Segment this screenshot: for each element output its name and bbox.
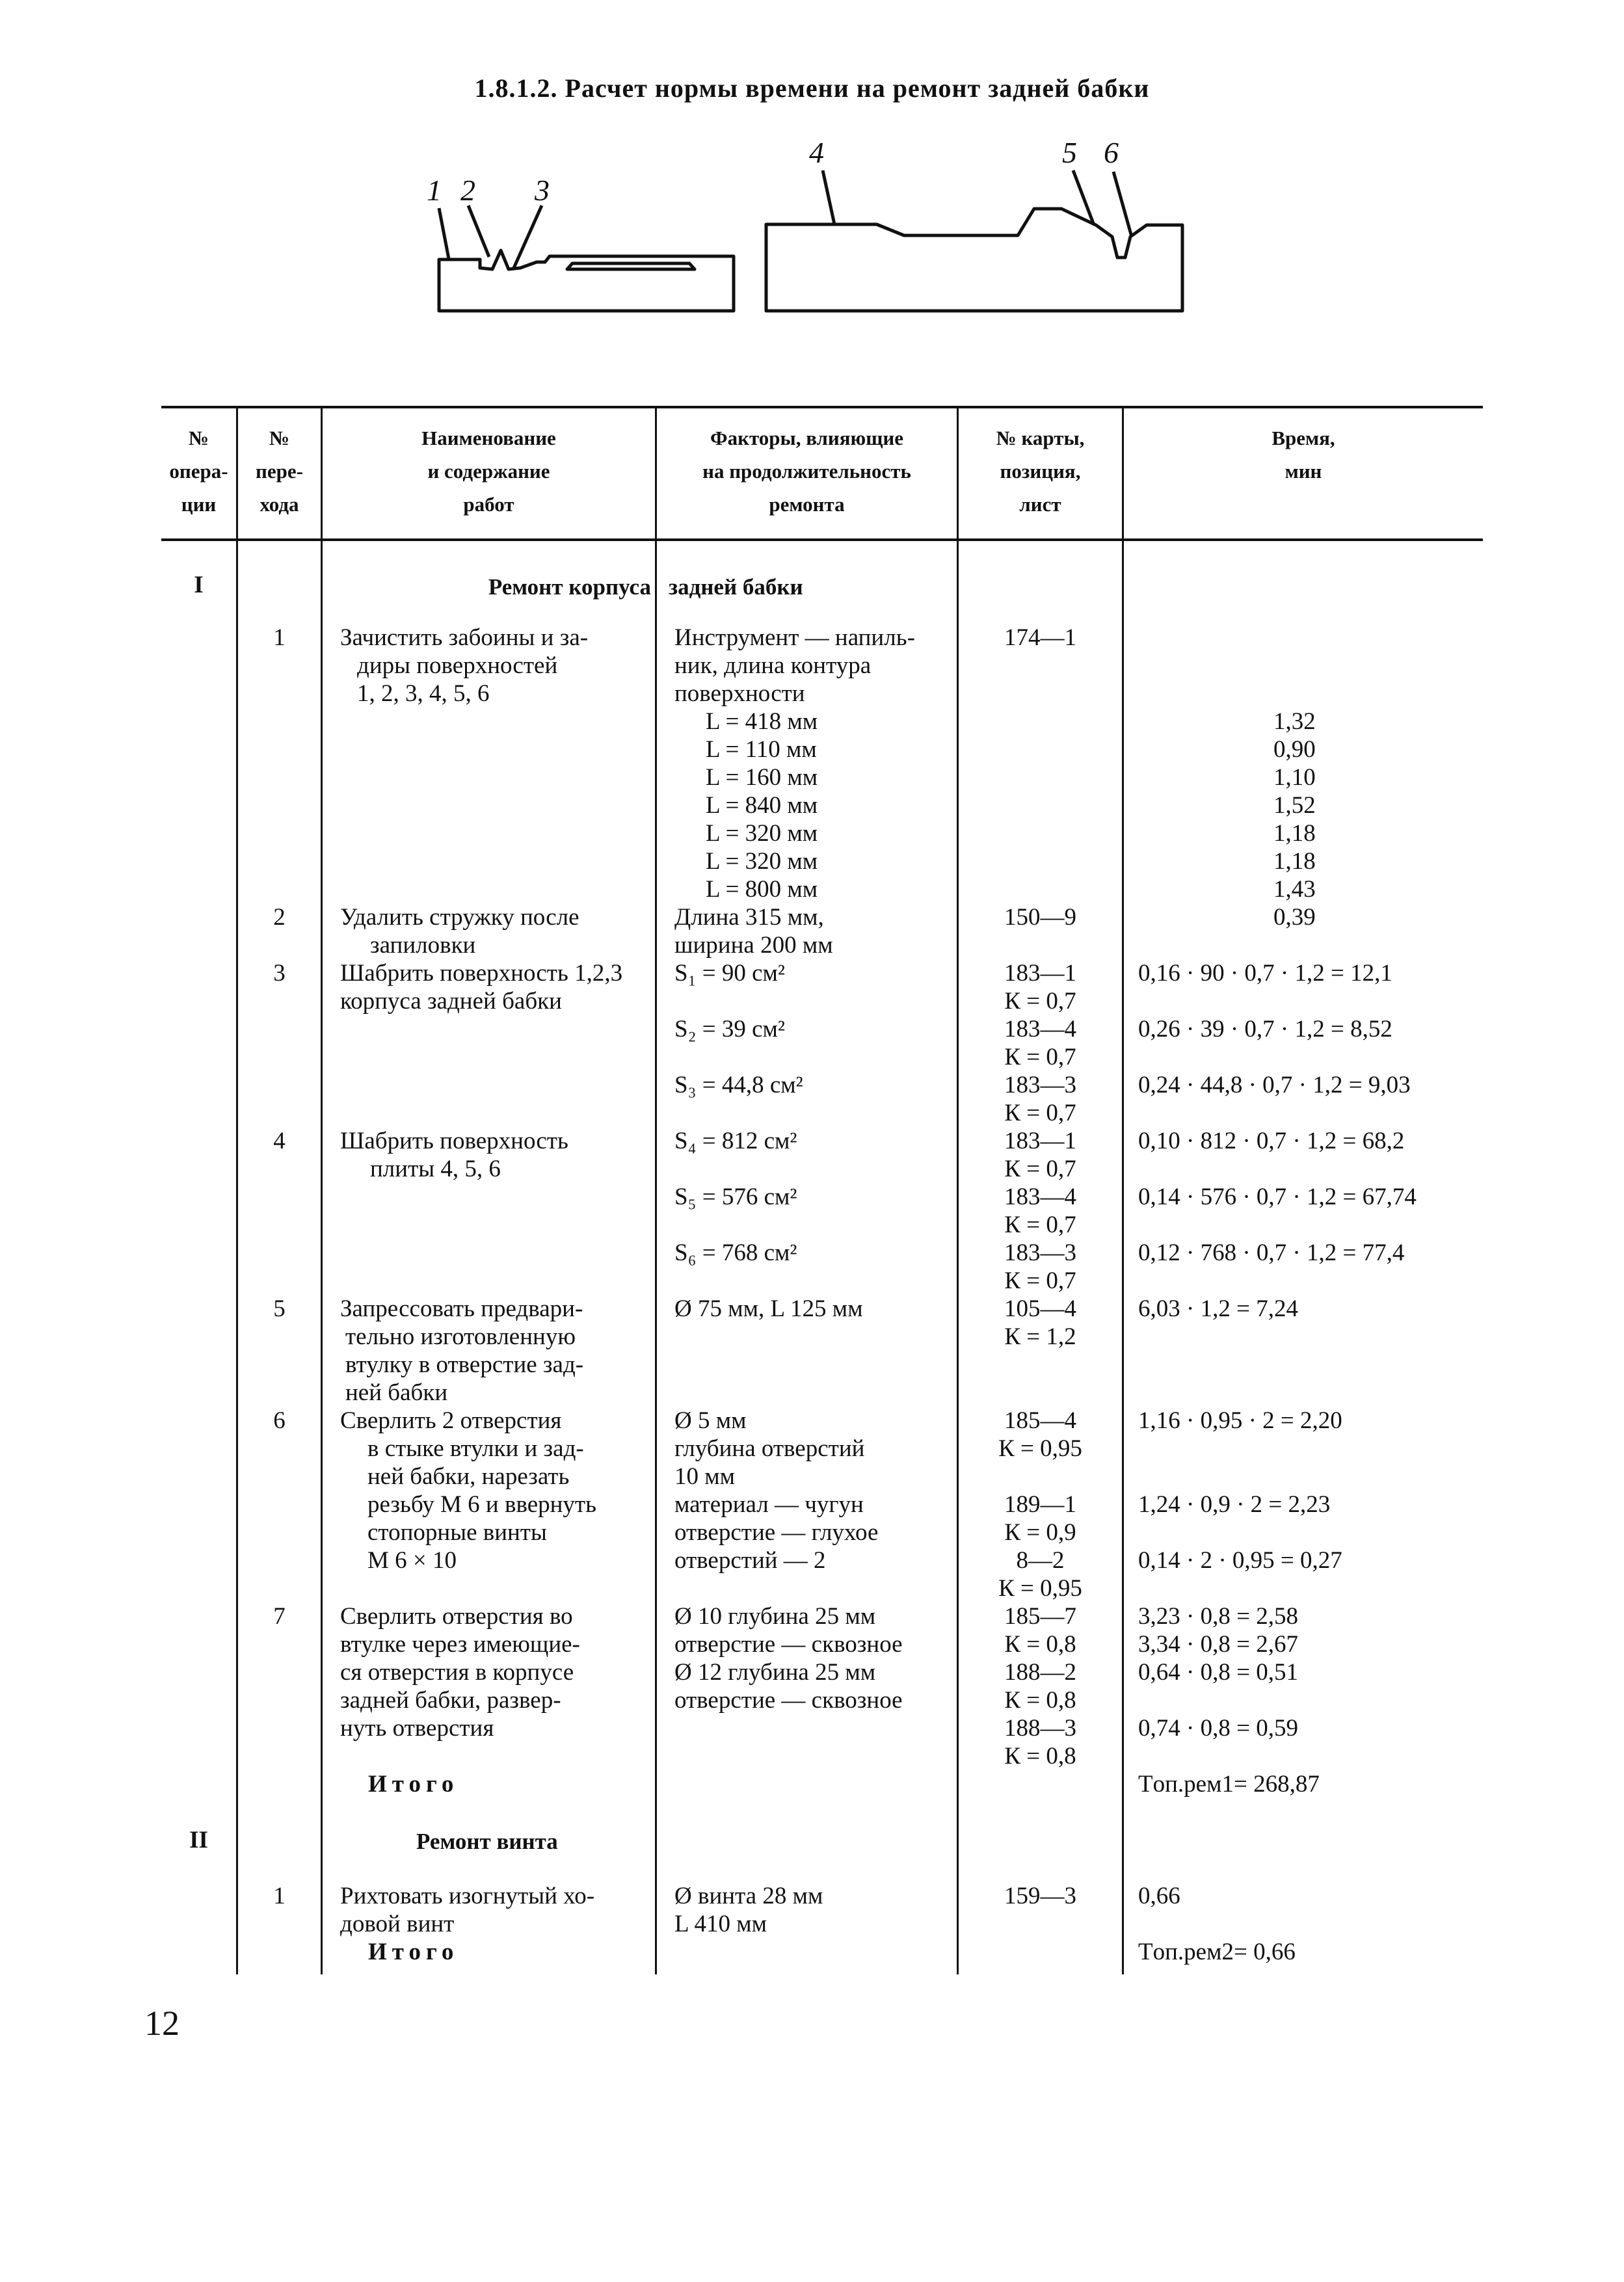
transition-3-number: 3 — [273, 960, 286, 987]
transition-1-times: 1,32 0,90 1,10 1,52 1,18 1,18 1,43 — [1273, 708, 1316, 903]
transition-7-number: 7 — [273, 1603, 286, 1630]
transition-7-time-4: 0,74 · 0,8 = 0,59 — [1138, 1715, 1298, 1742]
transition-5-work: Запрессовать предвари- тельно изготовленную втулку в отверстие зад- ней бабки — [340, 1295, 584, 1406]
header-factors: Факторы, влияющие на продолжительность ремонта — [702, 427, 911, 516]
transition-4-time-3: 0,12 · 768 · 0,7 · 1,2 = 77,4 — [1138, 1240, 1405, 1266]
transition-3-card-1: 183—1 К = 0,7 — [1004, 960, 1076, 1015]
operation-2-number: II — [189, 1827, 208, 1853]
transition-6-number: 6 — [273, 1407, 286, 1434]
operation-2-transition-1-time: 0,66 — [1138, 1883, 1180, 1909]
operation-1-number: I — [194, 572, 204, 598]
transition-4-card-3: 183—3 К = 0,7 — [1004, 1240, 1076, 1294]
header-card-no: № карты, позиция, лист — [996, 427, 1085, 516]
transition-1-lengths: L = 418 мм L = 110 мм L = 160 мм L = 840 мм L = 320 мм L = 320 мм L = 800 мм — [706, 708, 818, 903]
transition-3-time-3: 0,24 · 44,8 · 0,7 · 1,2 = 9,03 — [1138, 1072, 1411, 1098]
operation-1-total-label: Итого — [368, 1771, 459, 1798]
page-number: 12 — [144, 2004, 180, 2043]
transition-2-time: 0,39 — [1273, 904, 1316, 931]
drawing-label-5: 5 — [1062, 136, 1077, 169]
transition-6-time-2: 1,24 · 0,9 · 2 = 2,23 — [1138, 1491, 1331, 1518]
transition-7-factors: Ø 10 глубина 25 мм отверстие — сквозное Ø 12 глубина 25 мм отверстие — сквозное — [674, 1603, 903, 1714]
transition-2-card: 150—9 — [1004, 904, 1076, 931]
header-operation-no: № опера- ции — [169, 427, 228, 516]
operation-2-title: Ремонт винта — [416, 1829, 558, 1854]
transition-5-time: 6,03 · 1,2 = 7,24 — [1138, 1295, 1298, 1322]
transition-6-time-1: 1,16 · 0,95 · 2 = 2,20 — [1138, 1407, 1342, 1434]
header-time: Время, мин — [1271, 427, 1335, 483]
transition-3-factor-3: S₃ = 44,8 см² — [674, 1072, 803, 1098]
transition-4-factor-2: S₅ = 576 см² — [674, 1184, 797, 1210]
table-top-rule — [161, 406, 1483, 408]
transition-1-factors: Инструмент — напиль- ник, длина контура поверхности — [674, 624, 915, 707]
transition-2-number: 2 — [273, 904, 286, 931]
col-divider-2 — [321, 407, 323, 1974]
transition-3-time-1: 0,16 · 90 · 0,7 · 1,2 = 12,1 — [1138, 960, 1392, 987]
operation-1-title-right: задней бабки — [669, 574, 803, 600]
transition-2-work: Удалить стружку после запиловки — [340, 904, 579, 959]
transition-2-factors: Длина 315 мм, ширина 200 мм — [674, 904, 833, 959]
drawing-label-3: 3 — [535, 174, 550, 207]
drawing-label-2: 2 — [460, 174, 475, 207]
operation-2-total-label: Итого — [368, 1939, 459, 1965]
table-header-rule — [161, 538, 1483, 541]
col-divider-3 — [655, 407, 657, 1974]
transition-1-work: Зачистить забоины и за- диры поверхностей 1, 2, 3, 4, 5, 6 — [340, 624, 589, 707]
transition-3-factor-2: S₂ = 39 см² — [674, 1016, 786, 1042]
transition-6-time-3: 0,14 · 2 · 0,95 = 0,27 — [1138, 1547, 1342, 1574]
transition-4-card-2: 183—4 К = 0,7 — [1004, 1184, 1076, 1238]
operation-1-title-left: Ремонт корпуса — [488, 574, 651, 600]
transition-3-time-2: 0,26 · 39 · 0,7 · 1,2 = 8,52 — [1138, 1016, 1392, 1042]
transition-3-card-2: 183—4 К = 0,7 — [1004, 1016, 1076, 1070]
header-transition-no: № пере- хода — [256, 427, 303, 516]
transition-6-factors: Ø 5 мм глубина отверстий 10 мм материал — чугун отверстие — глухое отверстий — 2 — [674, 1407, 879, 1574]
transition-1-card: 174—1 — [1004, 624, 1076, 651]
transition-4-work: Шабрить поверхность плиты 4, 5, 6 — [340, 1128, 568, 1182]
tailstock-profile-drawing — [0, 0, 1624, 364]
transition-7-cards: 185—7 К = 0,8 188—2 К = 0,8 188—3 К = 0,8 — [1004, 1603, 1076, 1770]
transition-5-number: 5 — [273, 1295, 286, 1322]
transition-4-factor-1: S₄ = 812 см² — [674, 1128, 797, 1154]
header-work-name: Наименование и содержание работ — [421, 427, 556, 516]
drawing-label-1: 1 — [427, 174, 442, 207]
transition-6-cards: 185—4 К = 0,95 189—1 К = 0,9 8—2 К = 0,95 — [998, 1407, 1082, 1602]
operation-2-transition-1-card: 159—3 — [1004, 1883, 1076, 1909]
transition-5-factor: Ø 75 мм, L 125 мм — [674, 1295, 863, 1322]
transition-7-work: Сверлить отверстия во втулке через имеющие- ся отверстия в корпусе задней бабки, развер- нуть отверстия — [340, 1603, 580, 1742]
transition-7-times: 3,23 · 0,8 = 2,58 3,34 · 0,8 = 2,67 0,64 · 0,8 = 0,51 — [1138, 1603, 1298, 1686]
drawing-label-6: 6 — [1104, 136, 1119, 169]
transition-4-time-1: 0,10 · 812 · 0,7 · 1,2 = 68,2 — [1138, 1128, 1405, 1154]
operation-1-total-value: Tоп.рем1= 268,87 — [1138, 1771, 1320, 1798]
transition-3-card-3: 183—3 К = 0,7 — [1004, 1072, 1076, 1126]
operation-2-total-value: Tоп.рем2= 0,66 — [1138, 1939, 1296, 1965]
transition-6-work: Сверлить 2 отверстия в стыке втулки и зад- ней бабки, нарезать резьбу М 6 и ввернуть стопорные винты М 6 × 10 — [340, 1407, 596, 1574]
transition-3-factor-1: S₁ = 90 см² — [674, 960, 786, 987]
col-divider-5 — [1122, 407, 1124, 1974]
transition-4-number: 4 — [273, 1128, 286, 1154]
transition-3-work: Шабрить поверхность 1,2,3 корпуса задней бабки — [340, 960, 623, 1015]
transition-4-time-2: 0,14 · 576 · 0,7 · 1,2 = 67,74 — [1138, 1184, 1417, 1210]
operation-2-transition-1-factors: Ø винта 28 мм L 410 мм — [674, 1883, 823, 1937]
section-title: 1.8.1.2. Расчет нормы времени на ремонт задней бабки — [474, 73, 1150, 103]
operation-2-transition-1-number: 1 — [273, 1883, 286, 1909]
transition-4-card-1: 183—1 К = 0,7 — [1004, 1128, 1076, 1182]
transition-5-card: 105—4 К = 1,2 — [1004, 1295, 1076, 1350]
transition-1-number: 1 — [273, 624, 286, 651]
drawing-label-4: 4 — [809, 136, 824, 169]
operation-2-transition-1-work: Рихтовать изогнутый хо- довой винт — [340, 1883, 595, 1937]
transition-4-factor-3: S₆ = 768 см² — [674, 1240, 797, 1266]
